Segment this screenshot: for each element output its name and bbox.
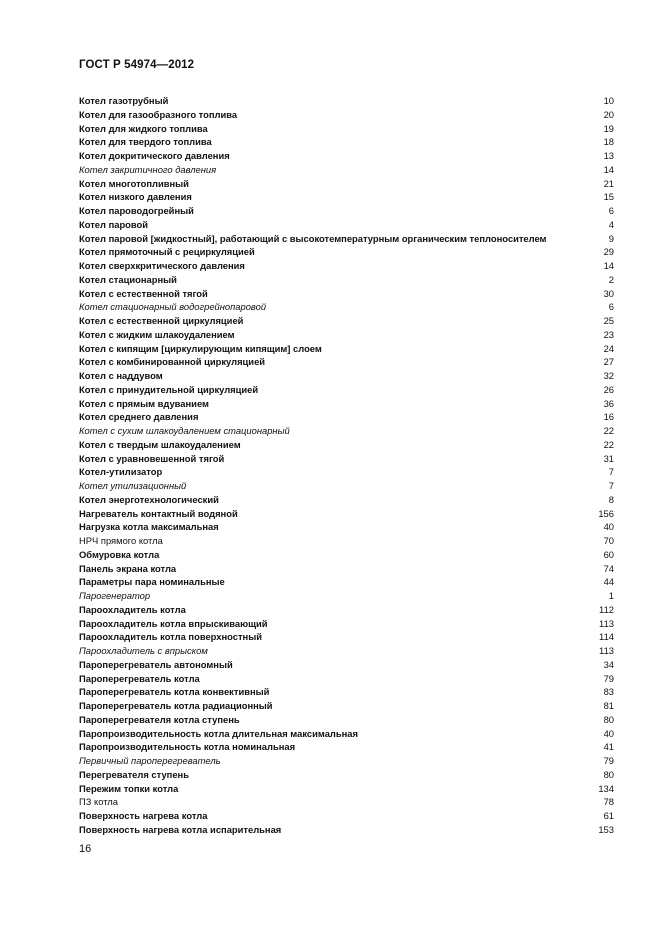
index-page-ref: 2	[608, 273, 614, 285]
index-page-ref: 29	[603, 246, 614, 258]
index-entry	[79, 493, 614, 507]
index-page-ref: 20	[603, 108, 614, 120]
index-entry	[79, 94, 614, 108]
index-term: Пережим топки котла	[79, 782, 179, 794]
index-entry	[79, 672, 614, 686]
index-page-ref: 40	[603, 521, 614, 533]
index-entry	[79, 397, 614, 411]
index-page-ref: 18	[603, 136, 614, 148]
index-page-ref: 70	[603, 535, 614, 546]
index-entry	[79, 768, 614, 782]
index-page-ref: 80	[603, 713, 614, 725]
index-entry	[79, 685, 614, 699]
index-page-ref: 4	[608, 218, 614, 230]
index-page-ref: 13	[603, 150, 614, 161]
index-page-ref: 15	[603, 191, 614, 203]
index-term: Нагрузка котла максимальная	[79, 521, 219, 533]
index-entry	[79, 713, 614, 727]
index-page-ref: 21	[603, 177, 614, 189]
index-page-ref: 60	[603, 548, 614, 560]
index-term: НРЧ прямого котла	[79, 535, 163, 546]
index-entry	[79, 658, 614, 672]
index-term: Котел с наддувом	[79, 370, 163, 381]
index-entry	[79, 754, 614, 768]
index-entry	[79, 809, 614, 823]
index-term: ПЗ котла	[79, 796, 118, 808]
index-entry	[79, 177, 614, 191]
index-term: Пароохладитель с впрыском	[79, 645, 208, 656]
index-page-ref: 44	[603, 576, 614, 588]
index-entry	[79, 548, 614, 562]
index-entry	[79, 163, 614, 177]
index-entry	[79, 287, 614, 301]
index-page-ref: 14	[603, 163, 614, 175]
index-term: Панель экрана котла	[79, 562, 177, 574]
index-entry	[79, 410, 614, 424]
index-term: Котел низкого давления	[79, 191, 192, 203]
index-term: Котел с прямым вдуванием	[79, 397, 209, 409]
index-page-ref: 81	[603, 700, 614, 711]
index-entry	[79, 424, 614, 438]
index-page-ref: 6	[608, 205, 614, 216]
index-term: Первичный пароперегреватель	[79, 755, 221, 766]
index-page-ref: 32	[603, 370, 614, 381]
index-entry	[79, 589, 614, 603]
index-term: Котел с принудительной циркуляцией	[79, 383, 259, 395]
index-page-ref: 24	[603, 342, 614, 354]
index-entry	[79, 507, 614, 521]
index-entry	[79, 190, 614, 204]
index-term: Параметры пара номинальные	[79, 576, 225, 588]
index-page-ref: 30	[603, 287, 614, 299]
index-entry	[79, 149, 614, 163]
index-page-ref: 41	[603, 741, 614, 753]
index-term: Котел газотрубный	[79, 95, 169, 106]
index-page-ref: 74	[603, 562, 614, 574]
index-entry	[79, 135, 614, 149]
index-term: Пароперегревателя котла ступень	[79, 713, 240, 725]
index-page-ref: 61	[603, 810, 614, 821]
index-page-ref: 27	[603, 356, 614, 368]
index-entry	[79, 782, 614, 796]
index-page-ref: 14	[603, 260, 614, 271]
index-page-ref: 36	[603, 397, 614, 409]
index-entry	[79, 438, 614, 452]
index-entry	[79, 369, 614, 383]
index-entry	[79, 328, 614, 342]
index-page-ref: 156	[598, 507, 614, 519]
document-header: ГОСТ Р 54974—2012	[79, 59, 195, 71]
index-page-ref: 83	[603, 686, 614, 698]
index-term: Котел энерготехнологический	[79, 493, 219, 505]
index-term: Пароохладитель котла	[79, 603, 186, 615]
index-entry	[79, 300, 614, 314]
index-page-ref: 7	[608, 466, 614, 478]
index-term: Котел с комбинированной циркуляцией	[79, 356, 266, 368]
index-entry	[79, 562, 614, 576]
index-term: Котел закритичного давления	[79, 163, 217, 175]
index-entry	[79, 218, 614, 232]
index-entry	[79, 795, 614, 809]
index-term: Пароперегреватель котла конвективный	[79, 686, 270, 698]
index-term: Котел с твердым шлакоудалением	[79, 438, 241, 450]
index-page-ref: 78	[603, 796, 614, 808]
index-page-ref: 79	[603, 672, 614, 684]
index-entry	[79, 342, 614, 356]
index-page-ref: 40	[603, 727, 614, 739]
index-page-ref: 23	[603, 328, 614, 340]
index-page-ref: 112	[599, 603, 614, 615]
index-entry	[79, 603, 614, 617]
index-entry	[79, 644, 614, 658]
index-term: Перегревателя ступень	[79, 768, 189, 780]
index-term: Обмуровка котла	[79, 548, 160, 560]
index-term: Котел многотопливный	[79, 177, 189, 189]
index-term: Котел паровой [жидкостный], работающий с высокотемпературным органическим теплоносителем	[79, 232, 547, 244]
index-term: Парогенератор	[79, 590, 151, 601]
index-term: Пароохладитель котла поверхностный	[79, 631, 262, 643]
index-entry	[79, 630, 614, 644]
page-number: 16	[79, 843, 92, 855]
alphabetical-index	[79, 94, 614, 837]
index-page-ref: 134	[598, 782, 614, 794]
index-page-ref: 26	[603, 383, 614, 395]
index-entry	[79, 479, 614, 493]
index-page-ref: 1	[608, 590, 614, 601]
index-term: Котел с сухим шлакоудалением стационарный	[79, 425, 290, 436]
index-page-ref: 16	[603, 411, 614, 423]
index-term: Паропроизводительность котла длительная максимальная	[79, 727, 358, 739]
index-page-ref: 114	[599, 631, 614, 643]
index-term: Котел с естественной тягой	[79, 287, 208, 299]
index-entry	[79, 452, 614, 466]
index-term: Котел с кипящим [циркулирующим кипящим] слоем	[79, 342, 322, 354]
index-entry	[79, 520, 614, 534]
index-entry	[79, 273, 614, 287]
index-entry	[79, 575, 614, 589]
index-page-ref: 79	[603, 755, 614, 766]
index-term: Котел для жидкого топлива	[79, 122, 208, 134]
index-page-ref: 34	[603, 658, 614, 670]
index-term: Котел с уравновешенной тягой	[79, 452, 225, 464]
index-entry	[79, 534, 614, 548]
index-page-ref: 8	[608, 493, 614, 505]
index-term: Пароперегреватель котла	[79, 672, 200, 684]
index-entry	[79, 740, 614, 754]
index-term: Котел паровой	[79, 218, 149, 230]
index-term: Котел стационарный	[79, 273, 177, 285]
index-term: Пароперегреватель котла радиационный	[79, 700, 273, 711]
index-entry	[79, 823, 614, 837]
index-entry	[79, 122, 614, 136]
index-term: Котел среднего давления	[79, 411, 199, 423]
index-entry	[79, 465, 614, 479]
index-term: Котел стационарный водогрейнопаровой	[79, 301, 267, 313]
index-entry	[79, 727, 614, 741]
index-page-ref: 22	[603, 438, 614, 450]
index-entry	[79, 699, 614, 713]
index-page-ref: 9	[608, 232, 614, 244]
index-term: Нагреватель контактный водяной	[79, 507, 238, 519]
index-term: Котел для газообразного топлива	[79, 108, 238, 120]
index-page-ref: 6	[608, 301, 614, 313]
index-entry	[79, 108, 614, 122]
index-page-ref: 19	[603, 122, 614, 134]
index-term: Пароперегреватель автономный	[79, 658, 233, 670]
index-term: Пароохладитель котла впрыскивающий	[79, 617, 268, 629]
index-term: Котел-утилизатор	[79, 466, 163, 478]
index-entry	[79, 617, 614, 631]
index-entry	[79, 355, 614, 369]
index-page-ref: 80	[603, 768, 614, 780]
index-page-ref: 31	[603, 452, 614, 464]
index-entry	[79, 383, 614, 397]
index-term: Котел докритического давления	[79, 150, 230, 161]
index-page-ref: 10	[603, 95, 614, 106]
index-page-ref: 7	[608, 480, 614, 491]
index-page-ref: 153	[598, 823, 614, 835]
index-entry	[79, 259, 614, 273]
index-term: Котел прямоточный с рециркуляцией	[79, 246, 255, 258]
index-term: Паропроизводительность котла номинальная	[79, 741, 296, 753]
index-page-ref: 25	[603, 315, 614, 326]
index-term: Котел пароводогрейный	[79, 205, 194, 216]
index-entry	[79, 245, 614, 259]
index-page-ref: 22	[603, 425, 614, 436]
index-page-ref: 113	[599, 645, 614, 656]
index-term: Котел с жидким шлакоудалением	[79, 328, 235, 340]
index-entry	[79, 232, 614, 246]
index-term: Поверхность нагрева котла испарительная	[79, 823, 282, 835]
index-term: Поверхность нагрева котла	[79, 810, 208, 821]
index-page-ref: 113	[599, 617, 614, 629]
index-entry	[79, 314, 614, 328]
index-entry	[79, 204, 614, 218]
index-term: Котел сверхкритического давления	[79, 260, 245, 271]
index-term: Котел с естественной циркуляцией	[79, 315, 244, 326]
index-term: Котел утилизационный	[79, 480, 187, 491]
index-term: Котел для твердого топлива	[79, 136, 212, 148]
